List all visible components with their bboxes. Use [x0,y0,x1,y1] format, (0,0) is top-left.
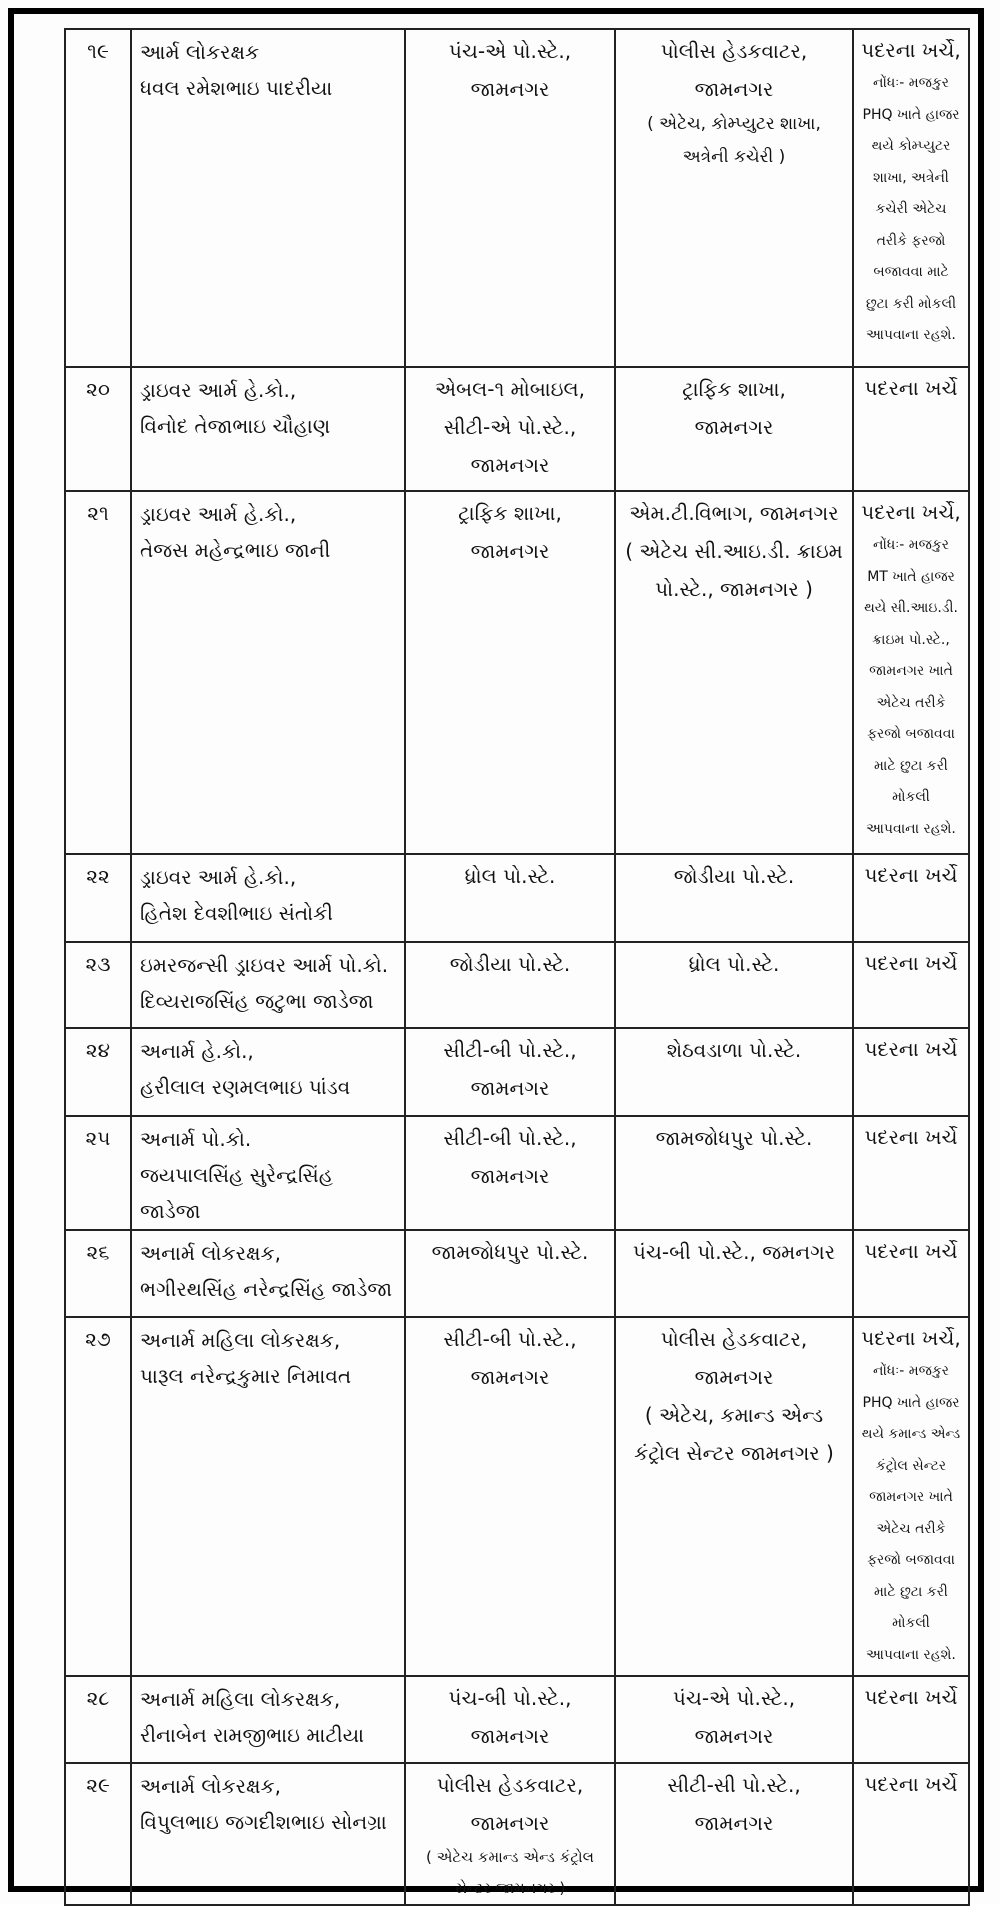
remark-note-line: માટે છુટા કરી [874,757,948,774]
remark-note-line: થયે સી.આઇ.ડી. [864,600,958,616]
current-posting-note: સેન્ટર જામનગર ) [454,1879,566,1897]
remark-note-line: જામનગર ખાતે [869,1489,953,1505]
new-posting-cell [615,491,853,854]
current-posting-line: જોડીયા પો.સ્ટે. [449,952,571,976]
remark-note-line: બજાવવા માટે [873,264,949,280]
employee-rank: ડ્રાઇવર આર્મ હે.કો., [140,865,297,889]
employee-name: ધવલ રમેશભાઇ પાદરીયા [140,76,333,100]
remark-note-line: થયે કોમ્પ્યુટર [871,138,951,154]
serial-number: ૨૪ [85,1038,111,1062]
employee-cell [131,1763,405,1905]
current-posting-line: સીટી-બી પો.સ્ટે., [443,1126,577,1150]
current-posting-line: જામનગર [470,1811,550,1835]
current-posting-cell [405,29,615,367]
remark-note-line: તરીકે ફરજો [876,232,946,249]
employee-rank: અનાર્મ પો.કો. [140,1127,252,1151]
current-posting-line: ધ્રોલ પો.સ્ટે. [464,864,556,888]
current-posting-line: પોલીસ હેડકવાટર, [436,1773,584,1797]
employee-rank: અનાર્મ લોકરક્ષક, [140,1241,281,1265]
table-row [65,1230,969,1317]
new-posting-line: ધ્રોલ પો.સ્ટે. [688,952,780,976]
employee-rank: અનાર્મ મહિલા લોકરક્ષક, [140,1687,341,1711]
new-posting-cell [615,1116,853,1230]
remark-note-line: PHQ ખાતે હાજર [862,106,960,123]
new-posting-line: જોડીયા પો.સ્ટે. [673,864,795,888]
employee-cell [131,854,405,942]
new-posting-line: જામનગર [694,1724,774,1748]
remarks-cell [853,367,969,491]
serial-number: ૨૭ [85,1327,111,1351]
current-posting-line: જામનગર [470,77,550,101]
employee-rank: ડ્રાઇવર આર્મ હે.કો., [140,378,297,402]
new-posting-line: જામનગર [694,77,774,101]
current-posting-line: જામનગર [470,453,550,477]
new-posting-line: એમ.ટી.વિભાગ, જામનગર [629,501,839,525]
employee-cell [131,1317,405,1676]
new-posting-cell [615,1317,853,1676]
new-posting-line: જામજોધપુર પો.સ્ટે. [655,1126,813,1150]
remarks-cell [853,854,969,942]
table-row [65,942,969,1028]
remark-text: પદરના ખર્ચે [864,1125,958,1149]
table-row [65,29,969,367]
employee-name: તેજસ મહેન્દ્રભાઇ જાની [140,538,331,562]
serial-number-cell [65,1317,131,1676]
new-posting-cell [615,854,853,942]
current-posting-cell [405,491,615,854]
remarks-cell [853,1116,969,1230]
new-posting-cell [615,29,853,367]
current-posting-line: જામનગર [470,1724,550,1748]
current-posting-line: સીટી-બી પો.સ્ટે., [443,1038,577,1062]
new-posting-line: જામનગર [694,1811,774,1835]
remarks-cell [853,491,969,854]
remark-text: પદરના ખર્ચે [864,863,958,887]
current-posting-line: જામનગર [470,1164,550,1188]
new-posting-line: જામનગર [694,415,774,439]
remark-text: પદરના ખર્ચે [864,376,958,400]
serial-number-cell [65,942,131,1028]
serial-number-cell [65,1028,131,1116]
employee-rank: અનાર્મ મહિલા લોકરક્ષક, [140,1328,341,1352]
serial-number-cell [65,854,131,942]
remark-note-line: આપવાના રહશે. [866,1646,956,1663]
remarks-cell [853,1230,969,1317]
current-posting-line: સીટી-એ પો.સ્ટે., [443,415,577,439]
serial-number-cell [65,1230,131,1317]
new-posting-line: પોલીસ હેડકવાટર, [660,39,808,63]
employee-name: ભગીરથસિંહ નરેન્દ્રસિંહ જાડેજા [140,1277,393,1301]
new-posting-line: પોલીસ હેડકવાટર, [660,1327,808,1351]
remarks-cell [853,1028,969,1116]
current-posting-line: પંચ-એ પો.સ્ટે., [448,39,572,63]
current-posting-cell [405,942,615,1028]
serial-number: ૧૯ [87,39,109,63]
remark-note-line: આપવાના રહશે. [866,327,956,343]
remark-note-line: જામનગર ખાતે [869,663,953,679]
employee-rank: અનાર્મ હે.કો., [140,1039,254,1063]
serial-number-cell [65,491,131,854]
remark-note-line: થયે કમાન્ડ એન્ડ [861,1426,961,1442]
current-posting-line: જામનગર [470,1365,550,1389]
new-posting-line: પંચ-એ પો.સ્ટે., [672,1686,796,1710]
employee-cell [131,491,405,854]
remark-text: પદરના ખર્ચે [864,1037,958,1061]
current-posting-cell [405,1763,615,1905]
table-row [65,1676,969,1763]
transfer-table-body [65,29,969,1905]
remark-text: પદરના ખર્ચે [864,1685,958,1709]
current-posting-line: જામનગર [470,1076,550,1100]
remark-note-line: માટે છુટા કરી [874,1583,948,1600]
new-posting-cell [615,1763,853,1905]
remark-note-line: નોંધઃ- મજકુર [872,1363,950,1379]
new-posting-line: પો.સ્ટે., જામનગર ) [655,577,813,601]
remark-note-line: MT ખાતે હાજર [867,568,955,585]
new-posting-cell [615,1676,853,1763]
remark-note-line: ક્રાઇમ પો.સ્ટે., [872,631,950,648]
current-posting-cell [405,1116,615,1230]
employee-rank: અનાર્મ લોકરક્ષક, [140,1774,281,1798]
remark-note-line: PHQ ખાતે હાજર [862,1394,960,1411]
serial-number: ૨૬ [86,1240,110,1264]
employee-cell [131,942,405,1028]
serial-number-cell [65,1116,131,1230]
employee-cell [131,367,405,491]
serial-number: ૨૦ [86,377,110,401]
serial-number: ૨૨ [86,864,110,888]
remarks-cell [853,1317,969,1676]
current-posting-cell [405,367,615,491]
remark-text: પદરના ખર્ચે [864,951,958,975]
table-row [65,367,969,491]
current-posting-cell [405,1676,615,1763]
current-posting-line: ટ્રાફિક શાખા, [458,501,562,525]
table-row [65,491,969,854]
new-posting-line: કંટ્રોલ સેન્ટર જામનગર ) [634,1441,834,1465]
new-posting-cell [615,942,853,1028]
employee-name: રીનાબેન રામજીભાઇ માટીયા [140,1723,365,1747]
remarks-cell [853,1763,969,1905]
remark-note-line: એટેચ તરીકે [876,1520,946,1537]
remark-note-line: મોકલી [892,1615,930,1631]
new-posting-line: ( એટેચ, કમાન્ડ એન્ડ [644,1403,824,1427]
remark-note-line: શાખા, અત્રેની [873,169,949,186]
new-posting-cell [615,1028,853,1116]
remark-text: પદરના ખર્ચે, [861,500,961,524]
serial-number-cell [65,367,131,491]
remarks-cell [853,1676,969,1763]
current-posting-cell [405,1230,615,1317]
remark-text: પદરના ખર્ચે, [861,38,961,62]
current-posting-cell [405,1028,615,1116]
employee-name: વિપુલભાઇ જગદીશભાઇ સોનગ્રા [140,1810,387,1834]
transfer-table [64,28,970,1906]
current-posting-line: જામનગર [470,539,550,563]
new-posting-line: પંચ-બી પો.સ્ટે., જમનગર [632,1240,836,1264]
remark-note-line: ફરજો બજાવવા [867,1552,955,1568]
remark-note-line: છુટા કરી મોકલી [865,295,957,312]
current-posting-cell [405,1317,615,1676]
remark-text: પદરના ખર્ચે [864,1239,958,1263]
new-posting-note: અત્રેની કચેરી ) [682,147,786,167]
new-posting-cell [615,1230,853,1317]
new-posting-line: સીટી-સી પો.સ્ટે., [667,1773,801,1797]
current-posting-line: પંચ-બી પો.સ્ટે., [448,1686,572,1710]
table-row [65,854,969,942]
current-posting-line: જામજોધપુર પો.સ્ટે. [431,1240,589,1264]
serial-number: ૨૧ [87,501,109,525]
employee-cell [131,29,405,367]
remark-note-line: મોકલી [892,789,930,805]
employee-name: વિનોદ તેજાભાઇ ચૌહાણ [140,414,331,438]
employee-name: હિતેશ દેવશીભાઇ સંતોકી [140,901,333,925]
employee-cell [131,1230,405,1317]
remark-note-line: કચેરી એટેચ [875,201,947,217]
current-posting-cell [405,854,615,942]
employee-name: હરીલાલ રણમલભાઇ પાંડવ [140,1075,351,1099]
employee-rank: ડ્રાઇવર આર્મ હે.કો., [140,502,297,526]
new-posting-cell [615,367,853,491]
remarks-cell [853,29,969,367]
serial-number: ૨૫ [85,1126,111,1150]
serial-number: ૨૩ [85,952,111,976]
table-row [65,1763,969,1905]
remarks-cell [853,942,969,1028]
new-posting-line: શેઠવડાળા પો.સ્ટે. [666,1038,802,1062]
table-row [65,1116,969,1230]
current-posting-line: સીટી-બી પો.સ્ટે., [443,1327,577,1351]
current-posting-line: એબલ-૧ મોબાઇલ, [434,377,586,401]
remark-note-line: આપવાના રહશે. [866,820,956,837]
employee-cell [131,1676,405,1763]
new-posting-line: ટ્રાફિક શાખા, [682,377,786,401]
serial-number-cell [65,1763,131,1905]
new-posting-note: ( એટેચ, કોમ્પ્યુટર શાખા, [647,114,821,134]
serial-number-cell [65,1676,131,1763]
employee-rank: ઇમરજન્સી ડ્રાઇવર આર્મ પો.કો. [140,953,389,977]
table-row [65,1317,969,1676]
employee-cell [131,1028,405,1116]
new-posting-line: જામનગર [694,1365,774,1389]
remark-note-line: નોંધઃ- મજકુર [872,75,950,91]
employee-cell [131,1116,405,1230]
remark-note-line: એટેચ તરીકે [876,694,946,711]
serial-number: ૨૮ [86,1686,110,1710]
employee-name: દિવ્યરાજસિંહ જટુભા જાડેજા [140,989,374,1013]
table-row [65,1028,969,1116]
employee-rank: આર્મ લોકરક્ષક [140,40,260,64]
remark-note-line: ફરજો બજાવવા [867,726,955,742]
remark-text: પદરના ખર્ચે, [861,1326,961,1350]
serial-number: ૨૯ [86,1773,110,1797]
new-posting-line: ( એટેચ સી.આઇ.ડી. ક્રાઇમ [625,539,843,563]
remark-note-line: નોંધઃ- મજકુર [872,537,950,553]
remark-text: પદરના ખર્ચે [864,1772,958,1796]
employee-name: પારૂલ નરેન્દ્રકુમાર નિમાવત [140,1364,352,1388]
serial-number-cell [65,29,131,367]
current-posting-note: ( એટેચ કમાન્ડ એન્ડ કંટ્રોલ [425,1848,595,1866]
remark-note-line: કંટ્રોલ સેન્ટર [875,1457,947,1474]
employee-name: જયપાલસિંહ સુરેન્દ્રસિંહ જાડેજા [140,1163,333,1223]
